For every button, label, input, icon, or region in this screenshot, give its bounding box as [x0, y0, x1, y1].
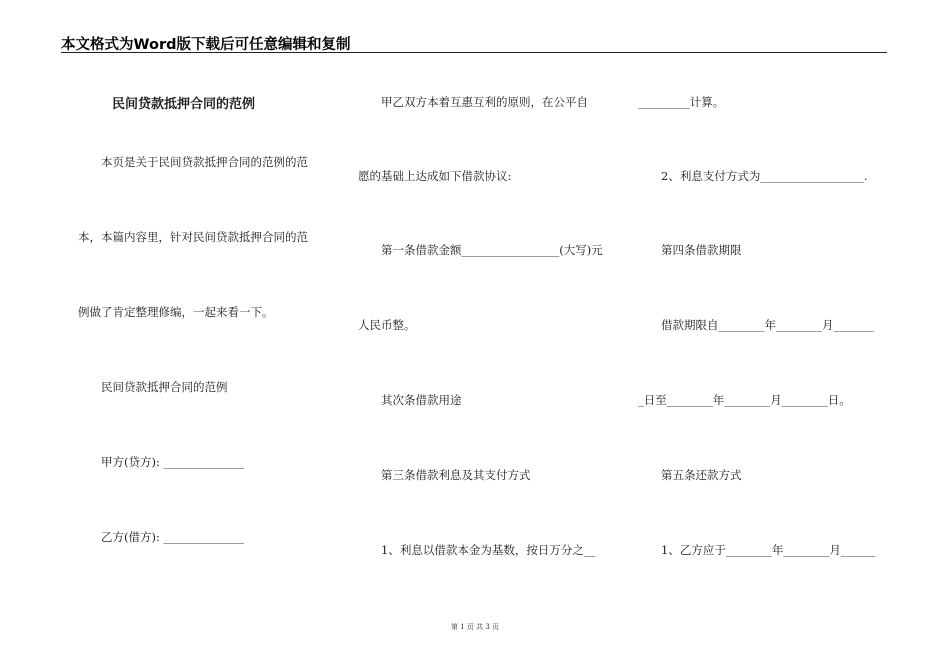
clause-line: 1、利息以借款本金为基数，按日万分之__ — [381, 543, 596, 557]
clause-line: 2、利息支付方式为__________________. — [661, 169, 868, 183]
paragraph-line: 本页是关于民间贷款抵押合同的范例的范 — [101, 155, 308, 169]
clause-heading: 其次条借款用途 — [381, 393, 462, 407]
paragraph-line: 本，本篇内容里，针对民间贷款抵押合同的范 — [78, 230, 308, 244]
clause-line: 借款期限自________年________月_______ — [661, 318, 874, 332]
borrower-field-line: 乙方(借方): ______________ — [101, 530, 245, 544]
clause-heading: 第三条借款利息及其支付方式 — [381, 468, 531, 482]
lender-field-line: 甲方(贷方): ______________ — [101, 455, 245, 469]
paragraph-line: 例做了肯定整理修编，一起来看一下。 — [78, 305, 274, 319]
clause-heading: 第五条还款方式 — [661, 468, 742, 482]
clause-line: 1、乙方应于________年________月______ — [661, 543, 876, 557]
paragraph-line: _________计算。 — [638, 95, 725, 109]
document-header-title: 本文格式为Word版下载后可任意编辑和复制 — [61, 37, 351, 53]
clause-line: 第一条借款金额_________________(大写)元 — [381, 243, 603, 257]
clause-line: _日至________年________月________日。 — [638, 393, 851, 407]
section-heading: 民间贷款抵押合同的范例 — [101, 380, 228, 394]
header-divider — [61, 52, 887, 53]
page-number: 第 1 页 共 3 页 — [450, 623, 500, 631]
paragraph-line: 愿的基础上达成如下借款协议: — [358, 169, 512, 183]
clause-heading: 第四条借款期限 — [661, 243, 742, 257]
paragraph-line: 甲乙双方本着互惠互利的原则，在公平自 — [381, 95, 588, 109]
paragraph-line: 人民币整。 — [358, 318, 416, 332]
document-title: 民间贷款抵押合同的范例 — [112, 97, 256, 112]
